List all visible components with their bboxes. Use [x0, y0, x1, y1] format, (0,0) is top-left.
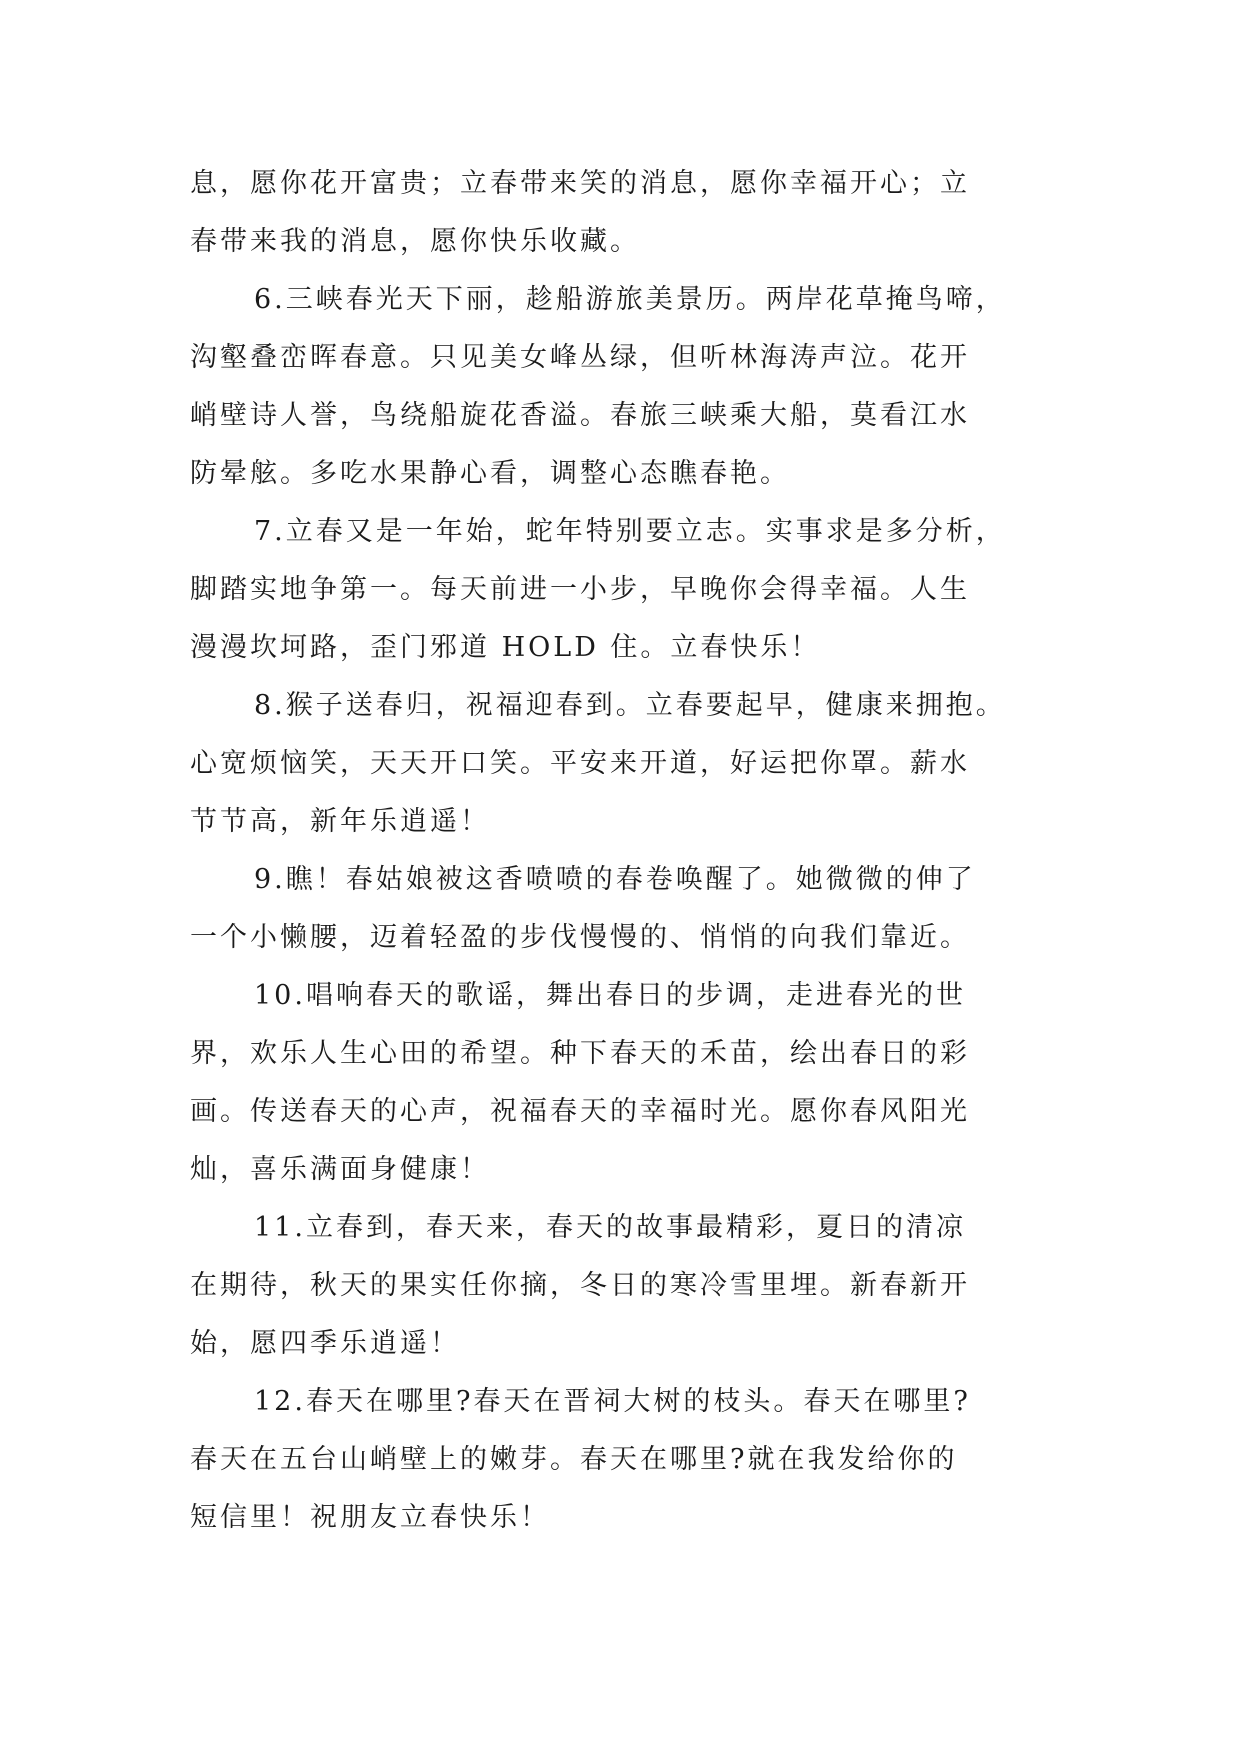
- text-line: 峭壁诗人誉，鸟绕船旋花香溢。春旅三峡乘大船，莫看江水: [190, 400, 970, 431]
- text-line: 沟壑叠峦晖春意。只见美女峰丛绿，但听林海涛声泣。花开: [190, 342, 970, 373]
- text-line: 10.唱响春天的歌谣，舞出春日的步调，走进春光的世: [254, 980, 966, 1011]
- text-line: 灿，喜乐满面身健康！: [190, 1154, 490, 1185]
- text-line: 一个小懒腰，迈着轻盈的步伐慢慢的、悄悄的向我们靠近。: [190, 922, 970, 953]
- text-line: 界，欢乐人生心田的希望。种下春天的禾苗，绘出春日的彩: [190, 1038, 970, 1069]
- text-line: 7.立春又是一年始，蛇年特别要立志。实事求是多分析，: [254, 516, 1006, 547]
- text-line: 节节高，新年乐逍遥！: [190, 806, 490, 837]
- text-line: 春天在五台山峭壁上的嫩芽。春天在哪里?就在我发给你的: [190, 1444, 958, 1475]
- text-line: 防晕舷。多吃水果静心看，调整心态瞧春艳。: [190, 458, 790, 489]
- text-line: 9.瞧！春姑娘被这香喷喷的春卷唤醒了。她微微的伸了: [254, 864, 976, 895]
- text-line: 11.立春到，春天来，春天的故事最精彩，夏日的清凉: [254, 1212, 966, 1243]
- text-line: 在期待，秋天的果实任你摘，冬日的寒冷雪里埋。新春新开: [190, 1270, 970, 1301]
- body-text: [190, 155, 1050, 1547]
- text-line: 春带来我的消息，愿你快乐收藏。: [190, 226, 640, 257]
- text-line: 始，愿四季乐逍遥！: [190, 1328, 460, 1359]
- text-line: 8.猴子送春归，祝福迎春到。立春要起早，健康来拥抱。: [254, 690, 1006, 721]
- text-line: 6.三峡春光天下丽，趁船游旅美景历。两岸花草掩鸟啼，: [254, 284, 1006, 315]
- text-line: 12.春天在哪里?春天在晋祠大树的枝头。春天在哪里?: [254, 1386, 971, 1417]
- text-line: 脚踏实地争第一。每天前进一小步，早晚你会得幸福。人生: [190, 574, 970, 605]
- text-line: 画。传送春天的心声，祝福春天的幸福时光。愿你春风阳光: [190, 1096, 970, 1127]
- text-line: 短信里！祝朋友立春快乐！: [190, 1502, 550, 1533]
- text-line: 漫漫坎坷路，歪门邪道 HOLD 住。立春快乐！: [190, 632, 821, 663]
- text-line: 息，愿你花开富贵；立春带来笑的消息，愿你幸福开心；立: [190, 168, 970, 199]
- text-line: 心宽烦恼笑，天天开口笑。平安来开道，好运把你罩。薪水: [190, 748, 970, 779]
